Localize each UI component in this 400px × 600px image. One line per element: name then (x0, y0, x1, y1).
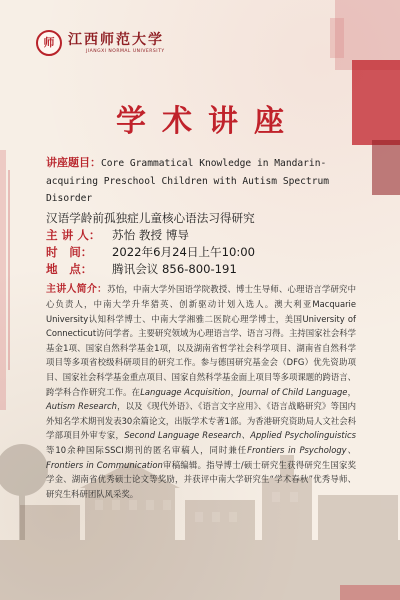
place-value: 腾讯会议 856-800-191 (112, 261, 237, 276)
topic-chinese-title: 汉语学龄前孤独症儿童核心语法习得研究 (46, 210, 255, 225)
journal-name: Language Acquisition (140, 386, 231, 397)
bio-text-2: ，以及《现代外语》、《语言文字应用》、《语言战略研究》等国内外知名学术期刊发表30余篇论文，出版学术专著1部。为香港研究资助局人文社会科学部项目外审专家， (46, 401, 357, 441)
journal-name: Frontiers in Communication (46, 459, 163, 470)
university-name (68, 32, 165, 55)
journal-name: Autism Research (46, 401, 117, 412)
journal-name: Frontiers in Psychology (247, 445, 347, 456)
lecture-details (46, 155, 356, 501)
place-row (46, 261, 356, 278)
time-row (46, 244, 356, 261)
bio-separator: 、 (241, 430, 251, 441)
time-value: 2022年6月24日上午10:00 (112, 244, 256, 259)
speaker-label: 主 讲 人： (46, 227, 101, 242)
place-label: 地 点： (46, 261, 93, 276)
bio-separator: ， (230, 386, 240, 397)
speaker-value: 苏怡 教授 博导 (112, 227, 189, 242)
poster-title: 学术讲座 (116, 104, 300, 139)
bio-separator: ， (347, 386, 357, 397)
speaker-row (46, 227, 356, 244)
university-name-cn: 江西师范大学 (68, 31, 164, 48)
topic-label: 讲座题目： (46, 156, 101, 169)
bottom-decor-strip (340, 585, 400, 600)
university-logo (36, 30, 165, 56)
bio-text-3: 等10余种国际SSCI期刊的匿名审稿人，同时兼任 (46, 445, 248, 456)
journal-name: Journal of Child Language (239, 386, 348, 397)
speaker-bio (46, 282, 356, 502)
time-label: 时 间： (46, 244, 93, 259)
journal-name: Applied Psycholinguistics (250, 430, 356, 441)
university-seal-icon: 师 (36, 30, 62, 56)
journal-name: Second Language Research (124, 430, 242, 441)
left-decor-line (0, 150, 10, 410)
bio-text-4: 审稿编辑。指导博士/硕士研究生获得研究生国家奖学金、湖南省优秀硕士论文等奖励，并获评中南大学研究生“学术春秋”优秀导师、研究生科研团队风采奖。 (46, 459, 357, 499)
topic-block (46, 155, 356, 208)
bio-text-1: 苏怡，中南大学外国语学院教授、博士生导师、心理语言学研究中心负责人，中南大学升华猎英、创新驱动计划入选人。澳大利亚Macquarie University认知科学博士、中南大学湘雅二医院心理学博士，美国University of Connecticut访问学者。主要研究领域为心理语言学、语言习得。主持国家社会科学基金1项、国家自然科学基金1项，以及湖南省哲学社会科学项目、湖南省自然科学项目等多项省校级科研项目的研究工作。参与德国研究基金会（DFG）优先资助项目、国家社会科学基金重点项目、国家自然科学基金面上项目等多项课题的跨语言、跨学科合作研究工作。在 (46, 283, 357, 397)
bio-label: 主讲人简介： (46, 283, 108, 295)
bio-separator: 、 (346, 445, 357, 456)
topic-english-title: Core Grammatical Knowledge in Mandarin-acquiring Preschool Children with Autism Spectrum Disorder (46, 158, 330, 204)
university-name-en: JIANGXI NORMAL UNIVERSITY (86, 48, 165, 54)
